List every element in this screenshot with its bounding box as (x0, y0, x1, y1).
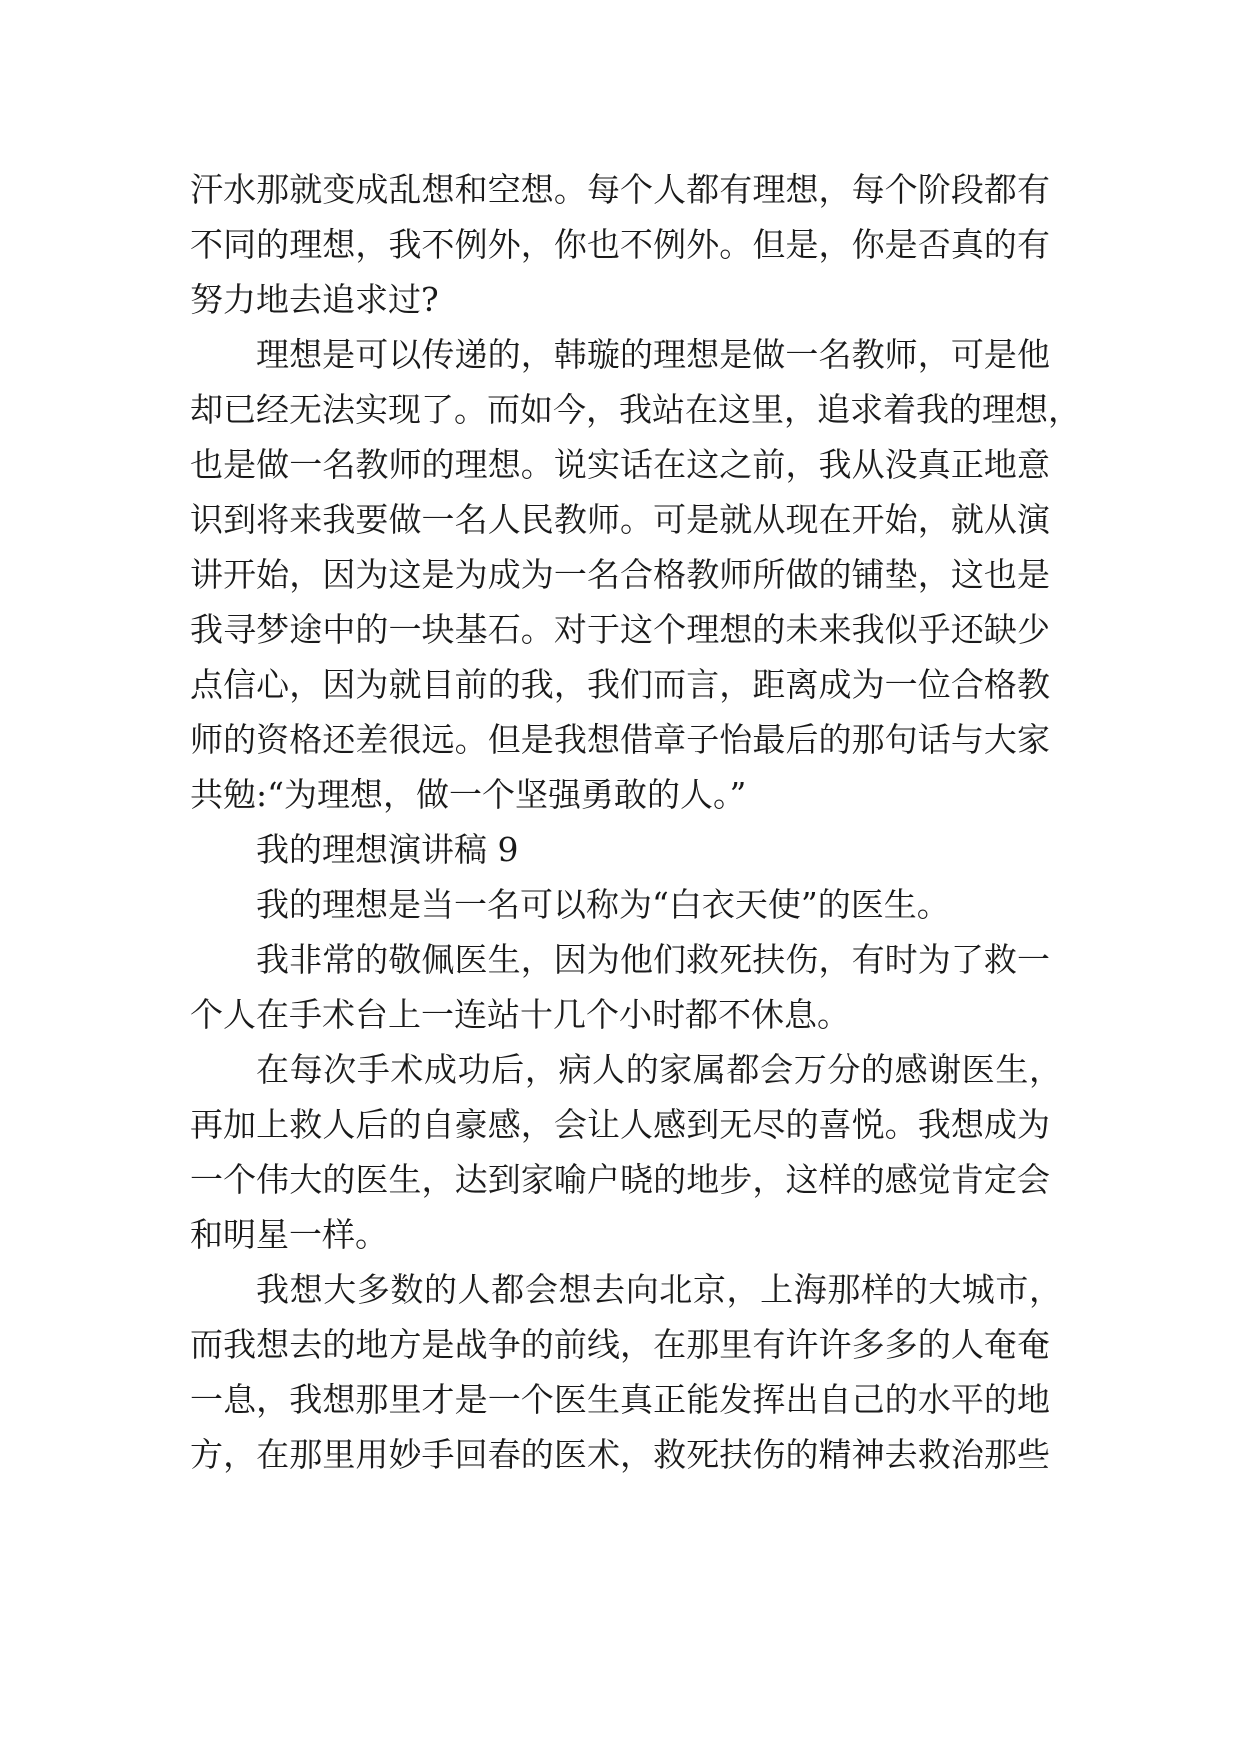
text-line: 师的资格还差很远。但是我想借章子怡最后的那句话与大家 (190, 720, 1050, 759)
text-line: 不同的理想，我不例外，你也不例外。但是，你是否真的有 (190, 225, 1050, 264)
text-line: 却已经无法实现了。而如今，我站在这里，追求着我的理想， (190, 390, 1081, 429)
text-line: 和明星一样。 (190, 1215, 388, 1254)
text-line: 汗水那就变成乱想和空想。每个人都有理想，每个阶段都有 (190, 170, 1050, 209)
text-line: 方，在那里用妙手回春的医术，救死扶伤的精神去救治那些 (190, 1435, 1050, 1474)
text-line: 一个伟大的医生，达到家喻户晓的地步，这样的感觉肯定会 (190, 1160, 1050, 1199)
body-text (190, 162, 1081, 1482)
text-line: 识到将来我要做一名人民教师。可是就从现在开始，就从演 (190, 500, 1050, 539)
paragraph-start-line: 理想是可以传递的，韩璇的理想是做一名教师，可是他 (256, 335, 1050, 374)
text-line: 而我想去的地方是战争的前线，在那里有许许多多的人奄奄 (190, 1325, 1050, 1364)
text-line: 努力地去追求过? (190, 280, 439, 319)
text-line: 也是做一名教师的理想。说实话在这之前，我从没真正地意 (190, 445, 1050, 484)
text-line: 点信心，因为就目前的我，我们而言，距离成为一位合格教 (190, 665, 1050, 704)
text-line: 一息，我想那里才是一个医生真正能发挥出自己的水平的地 (190, 1380, 1050, 1419)
paragraph-start-line: 我想大多数的人都会想去向北京，上海那样的大城市， (256, 1270, 1062, 1309)
text-line: 我寻梦途中的一块基石。对于这个理想的未来我似乎还缺少 (190, 610, 1050, 649)
text-line: 个人在手术台上一连站十几个小时都不休息。 (190, 995, 850, 1034)
text-line: 共勉:“为理想，做一个坚强勇敢的人。” (190, 775, 747, 814)
paragraph-start-line: 我非常的敬佩医生，因为他们救死扶伤，有时为了救一 (256, 940, 1050, 979)
text-line: 讲开始，因为这是为成为一名合格教师所做的铺垫，这也是 (190, 555, 1050, 594)
section-heading: 我的理想演讲稿 9 (256, 830, 519, 869)
text-line: 再加上救人后的自豪感，会让人感到无尽的喜悦。我想成为 (190, 1105, 1050, 1144)
paragraph-start-line: 我的理想是当一名可以称为“白衣天使”的医生。 (256, 885, 950, 924)
paragraph-start-line: 在每次手术成功后，病人的家属都会万分的感谢医生， (256, 1050, 1062, 1089)
